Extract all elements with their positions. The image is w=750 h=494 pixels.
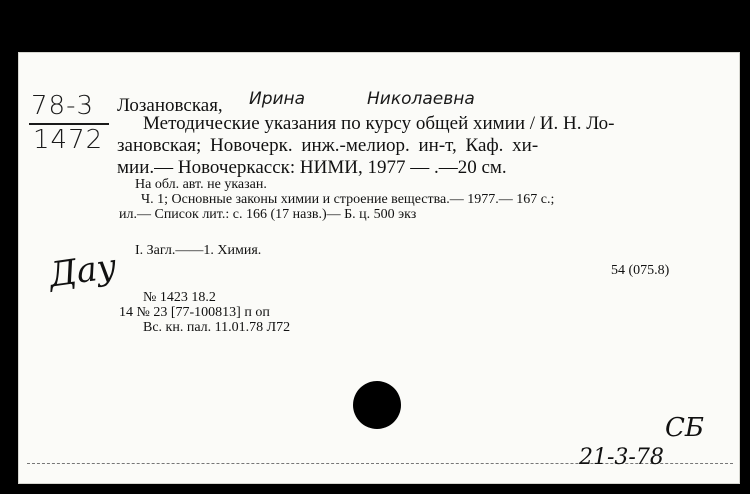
handwritten-date: 21-3-78 — [579, 445, 664, 470]
author-surname: Лозановская, — [117, 95, 223, 116]
stamp-line-3: Вс. кн. пал. 11.01.78 Л72 — [143, 320, 291, 335]
call-number-top: 78-3 — [31, 91, 95, 121]
title-line-1: Методические указания по курсу общей химии / И. Н. Ло- — [143, 113, 615, 134]
stamp-line-2: 14 № 23 [77-100813] п оп — [119, 305, 270, 320]
call-number-bottom: 1472 — [33, 125, 104, 155]
note-tracings: I. Загл.——1. Химия. — [135, 243, 262, 258]
stamp-line-1: № 1423 18.2 — [143, 290, 216, 305]
handwritten-initials: СБ — [665, 413, 704, 443]
author-first-name: Ирина — [249, 89, 306, 109]
title-line-3: мии.— Новочеркасск: НИМИ, 1977 — .—20 см. — [117, 157, 507, 178]
note-illustrations: ил.— Список лит.: с. 166 (17 назв.)— Б. ц. 500 экз — [119, 207, 417, 222]
udc-code: 54 (075.8) — [611, 263, 670, 278]
note-part-1: Ч. 1; Основные законы химии и строение вещества.— 1977.— 167 с.; — [141, 192, 555, 207]
handwritten-signature: Дау — [46, 246, 120, 296]
author-patronymic: Николаевна — [367, 89, 475, 109]
catalog-card — [18, 52, 740, 484]
title-line-2: зановская; Новочерк. инж.-мелиор. ин-т, Каф. хи- — [117, 135, 539, 156]
punch-hole — [353, 381, 401, 429]
note-author: На обл. авт. не указан. — [135, 177, 267, 192]
